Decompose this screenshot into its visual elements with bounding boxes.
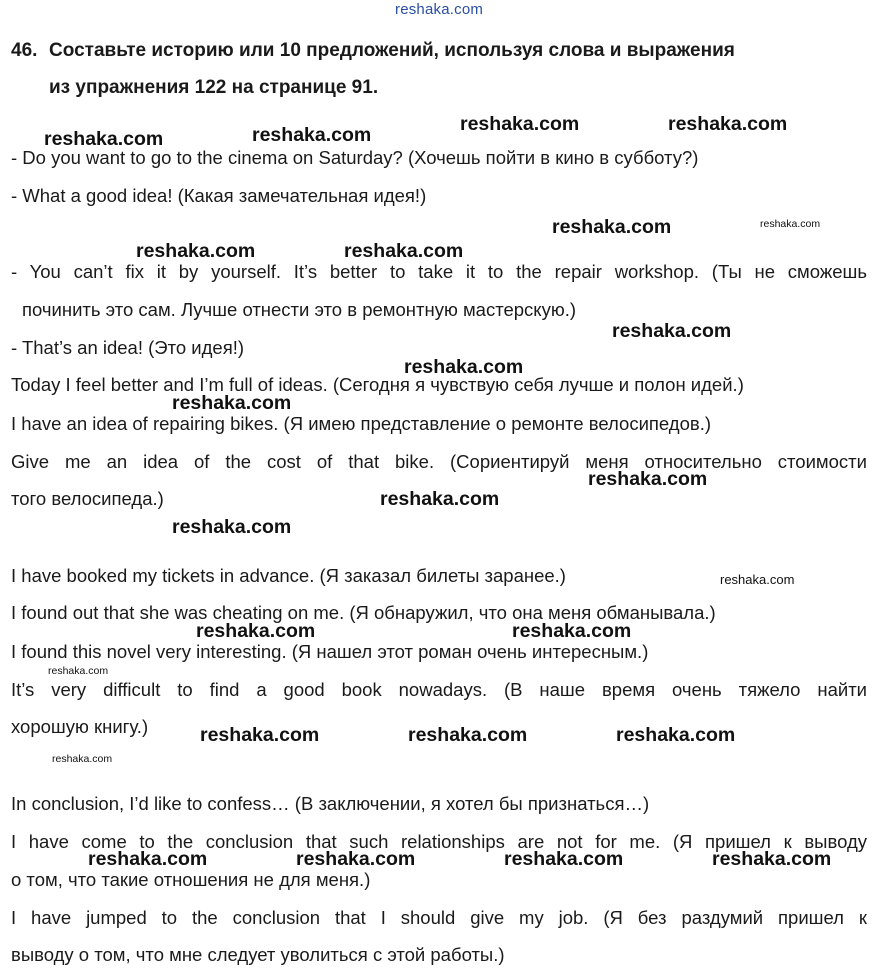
- watermark: reshaka.com: [668, 113, 788, 135]
- watermark: reshaka.com: [552, 216, 672, 238]
- watermark-small: reshaka.com: [720, 572, 795, 587]
- text-line: - That’s an idea! (Это идея!): [11, 337, 245, 358]
- watermark-small: reshaka.com: [760, 218, 821, 230]
- watermark: reshaka.com: [612, 320, 732, 342]
- watermark: reshaka.com: [136, 240, 256, 262]
- text-line: - Do you want to go to the cinema on Saturday? (Хочешь пойти в кино в субботу?): [11, 147, 699, 168]
- watermark: reshaka.com: [252, 124, 372, 146]
- watermark: reshaka.com: [408, 724, 528, 746]
- watermark-top: reshaka.com: [395, 1, 484, 18]
- text-line: о том, что такие отношения не для меня.): [11, 869, 371, 890]
- heading-line-2: из упражнения 122 на странице 91.: [49, 77, 379, 98]
- watermark-small: reshaka.com: [52, 753, 113, 765]
- exercise-number: 46.: [11, 40, 38, 61]
- text-line: Give me an idea of the cost of that bike. (Сориентируй меня относительно стоимости: [11, 451, 867, 472]
- text-line: It’s very difficult to find a good book nowadays. (В наше время очень тяжело найти: [11, 679, 867, 700]
- watermark: reshaka.com: [196, 620, 316, 642]
- text-line: I found this novel very interesting. (Я нашел этот роман очень интересным.): [11, 641, 649, 662]
- text-line: выводу о том, что мне следует уволиться с этой работы.): [11, 944, 505, 965]
- watermark: reshaka.com: [504, 848, 624, 870]
- watermark: reshaka.com: [460, 113, 580, 135]
- watermark: reshaka.com: [588, 468, 708, 490]
- text-line: - You can’t fix it by yourself. It’s better to take it to the repair workshop. (Ты не сможешь: [11, 261, 867, 282]
- watermark: reshaka.com: [616, 724, 736, 746]
- watermark: reshaka.com: [344, 240, 464, 262]
- heading-line-1: Составьте историю или 10 предложений, используя слова и выражения: [49, 40, 735, 61]
- text-line: того велосипеда.): [11, 488, 164, 509]
- text-line: I found out that she was cheating on me. (Я обнаружил, что она меня обманывала.): [11, 602, 716, 623]
- watermark: reshaka.com: [404, 356, 524, 378]
- text-line: I have booked my tickets in advance. (Я заказал билеты заранее.): [11, 565, 566, 586]
- watermark: reshaka.com: [296, 848, 416, 870]
- watermark: reshaka.com: [172, 516, 292, 538]
- text-line: I have come to the conclusion that such relationships are not for me. (Я пришел к выводу: [11, 831, 867, 852]
- text-line: I have jumped to the conclusion that I should give my job. (Я без раздумий пришел к: [11, 907, 867, 928]
- watermark: reshaka.com: [88, 848, 208, 870]
- exercise-heading: [11, 32, 871, 106]
- watermark: reshaka.com: [512, 620, 632, 642]
- watermark: reshaka.com: [172, 392, 292, 414]
- text-line: In conclusion, I’d like to confess… (В заключении, я хотел бы признаться…): [11, 793, 650, 814]
- text-line: хорошую книгу.): [11, 716, 149, 737]
- text-line: - What a good idea! (Какая замечательная идея!): [11, 185, 427, 206]
- text-line: I have an idea of repairing bikes. (Я имею представление о ремонте велосипедов.): [11, 413, 712, 434]
- watermark: reshaka.com: [712, 848, 832, 870]
- watermark-small: reshaka.com: [48, 665, 109, 677]
- watermark: reshaka.com: [200, 724, 320, 746]
- text-line: починить это сам. Лучше отнести это в ремонтную мастерскую.): [22, 299, 577, 320]
- text-line: Today I feel better and I’m full of ideas. (Сегодня я чувствую себя лучше и полон идей.): [11, 374, 744, 395]
- watermark: reshaka.com: [380, 488, 500, 510]
- watermark: reshaka.com: [44, 128, 164, 150]
